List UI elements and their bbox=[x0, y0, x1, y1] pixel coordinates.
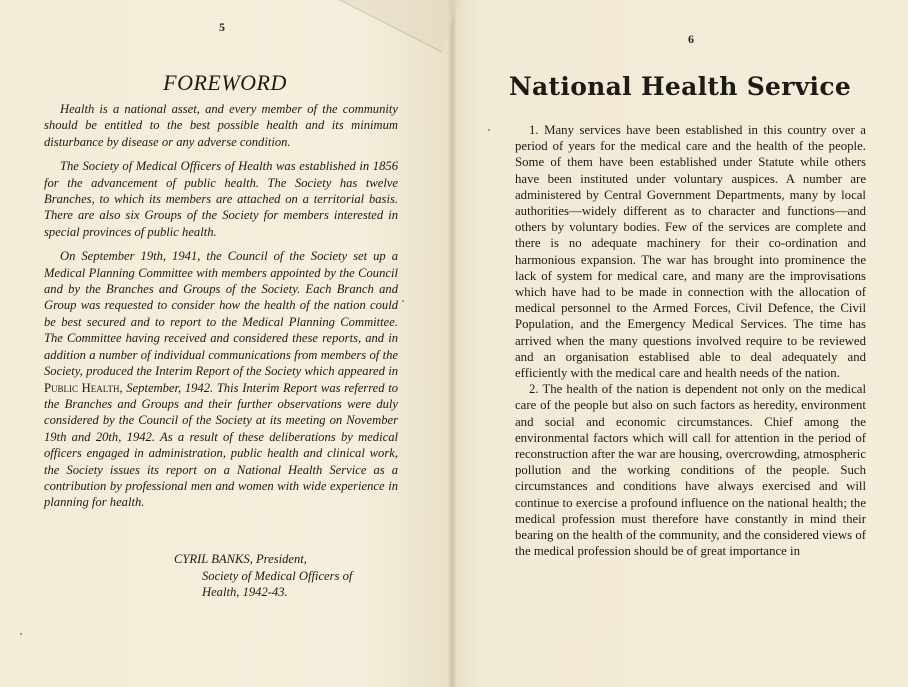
foreword-body bbox=[44, 101, 398, 519]
foreword-paragraph-3-text-a: On September 19th, 1941, the Council of the Society set up a Medical Planning Committee with members appointed by the Council and by the Branches and Groups of the Society. Each Branch and Group was requested to consider how the health of the nation could be best secured and to report to the Medical Planning Committee. The Committee having received and considered these reports, and in addition a number of individual communications from members of the Society, produced the Interim Report of the Society which appeared in bbox=[44, 249, 398, 379]
right-page bbox=[452, 0, 908, 687]
foreword-paragraph-3-text-b: , September, 1942. This Interim Report was referred to the Branches and Groups and their further observations were duly considered by the Council of the Society at its meeting on November 19th and 20th, 1942. As a result of these deliberations by medical officers engaged in administration, public health and clinical work, the Society issues its report on a National Health Service as a contribution by professional men and women with wide experience in planning for health. bbox=[44, 380, 398, 510]
left-page bbox=[0, 0, 452, 687]
foreword-paragraph-3 bbox=[44, 248, 398, 511]
signature-block bbox=[174, 551, 414, 601]
page-fold-mark bbox=[330, 0, 460, 60]
foreword-paragraph-1: Health is a national asset, and every member of the community should be entitled to the best possible health and its minimum disturbance by disease or any adverse condition. bbox=[44, 102, 398, 149]
section-title: National Health Service bbox=[508, 72, 852, 101]
nhs-paragraph-1: 1. Many services have been established in this country over a period of years for the medical care and the health of the people. Some of them have been established under Statute while others have been instituted under voluntary auspices. A number are administered by Central Government Departments, many by local authorities—widely different as to character and functions—and others by voluntary bodies. Few of the services are complete and there is no adequate machinery for their co-ordination and harmonious expansion. The war has brought into prominence the lack of system for medical care, and many are the improvisations which have had to be made in connection with the allocation of medical personnel to the Armed Forces, Civil Defence, the Civil Population, and the Emergency Medical Services. The time has arrived when the many questions involved require to be reviewed and an organisation establised able to deal adequately and efficiently with the medical care and health needs of the nation. bbox=[515, 123, 866, 381]
paper-speck bbox=[20, 633, 22, 635]
page-number-right: 6 bbox=[688, 32, 694, 46]
paper-speck bbox=[402, 300, 404, 302]
book-gutter bbox=[448, 0, 456, 687]
page-number-left: 5 bbox=[219, 20, 225, 34]
foreword-title: FOREWORD bbox=[163, 70, 287, 95]
nhs-paragraph-2: 2. The health of the nation is dependent not only on the medical care of the people but also on such factors as heredity, environment and social and economic circumstances. Chief among the environmental factors which will call for attention in the period of reconstruction after the war are housing, overcrowding, atmospheric pollution and the working conditions of the people. Such circumstances and conditions have always exercised and will continue to exercise a profound influence on the national health; the medical profession must therefore have constantly in mind their bearing on the health of the community, and the considered views of the medical profession should be of great importance in bbox=[515, 382, 866, 559]
signature-organisation: Society of Medical Officers of bbox=[202, 568, 353, 583]
signature-term: Health, 1942-43. bbox=[202, 585, 288, 599]
foreword-paragraph-2: The Society of Medical Officers of Health was established in 1856 for the advancement of public health. The Society has twelve Branches, to which its members are attached on a territorial basis. There are also six Groups of the Society for members interested in special provinces of public health. bbox=[44, 159, 398, 239]
nhs-body bbox=[515, 122, 866, 559]
signature-name: CYRIL BANKS, President, bbox=[174, 552, 307, 566]
paper-speck bbox=[488, 129, 490, 131]
journal-name: Public Health bbox=[44, 380, 120, 395]
